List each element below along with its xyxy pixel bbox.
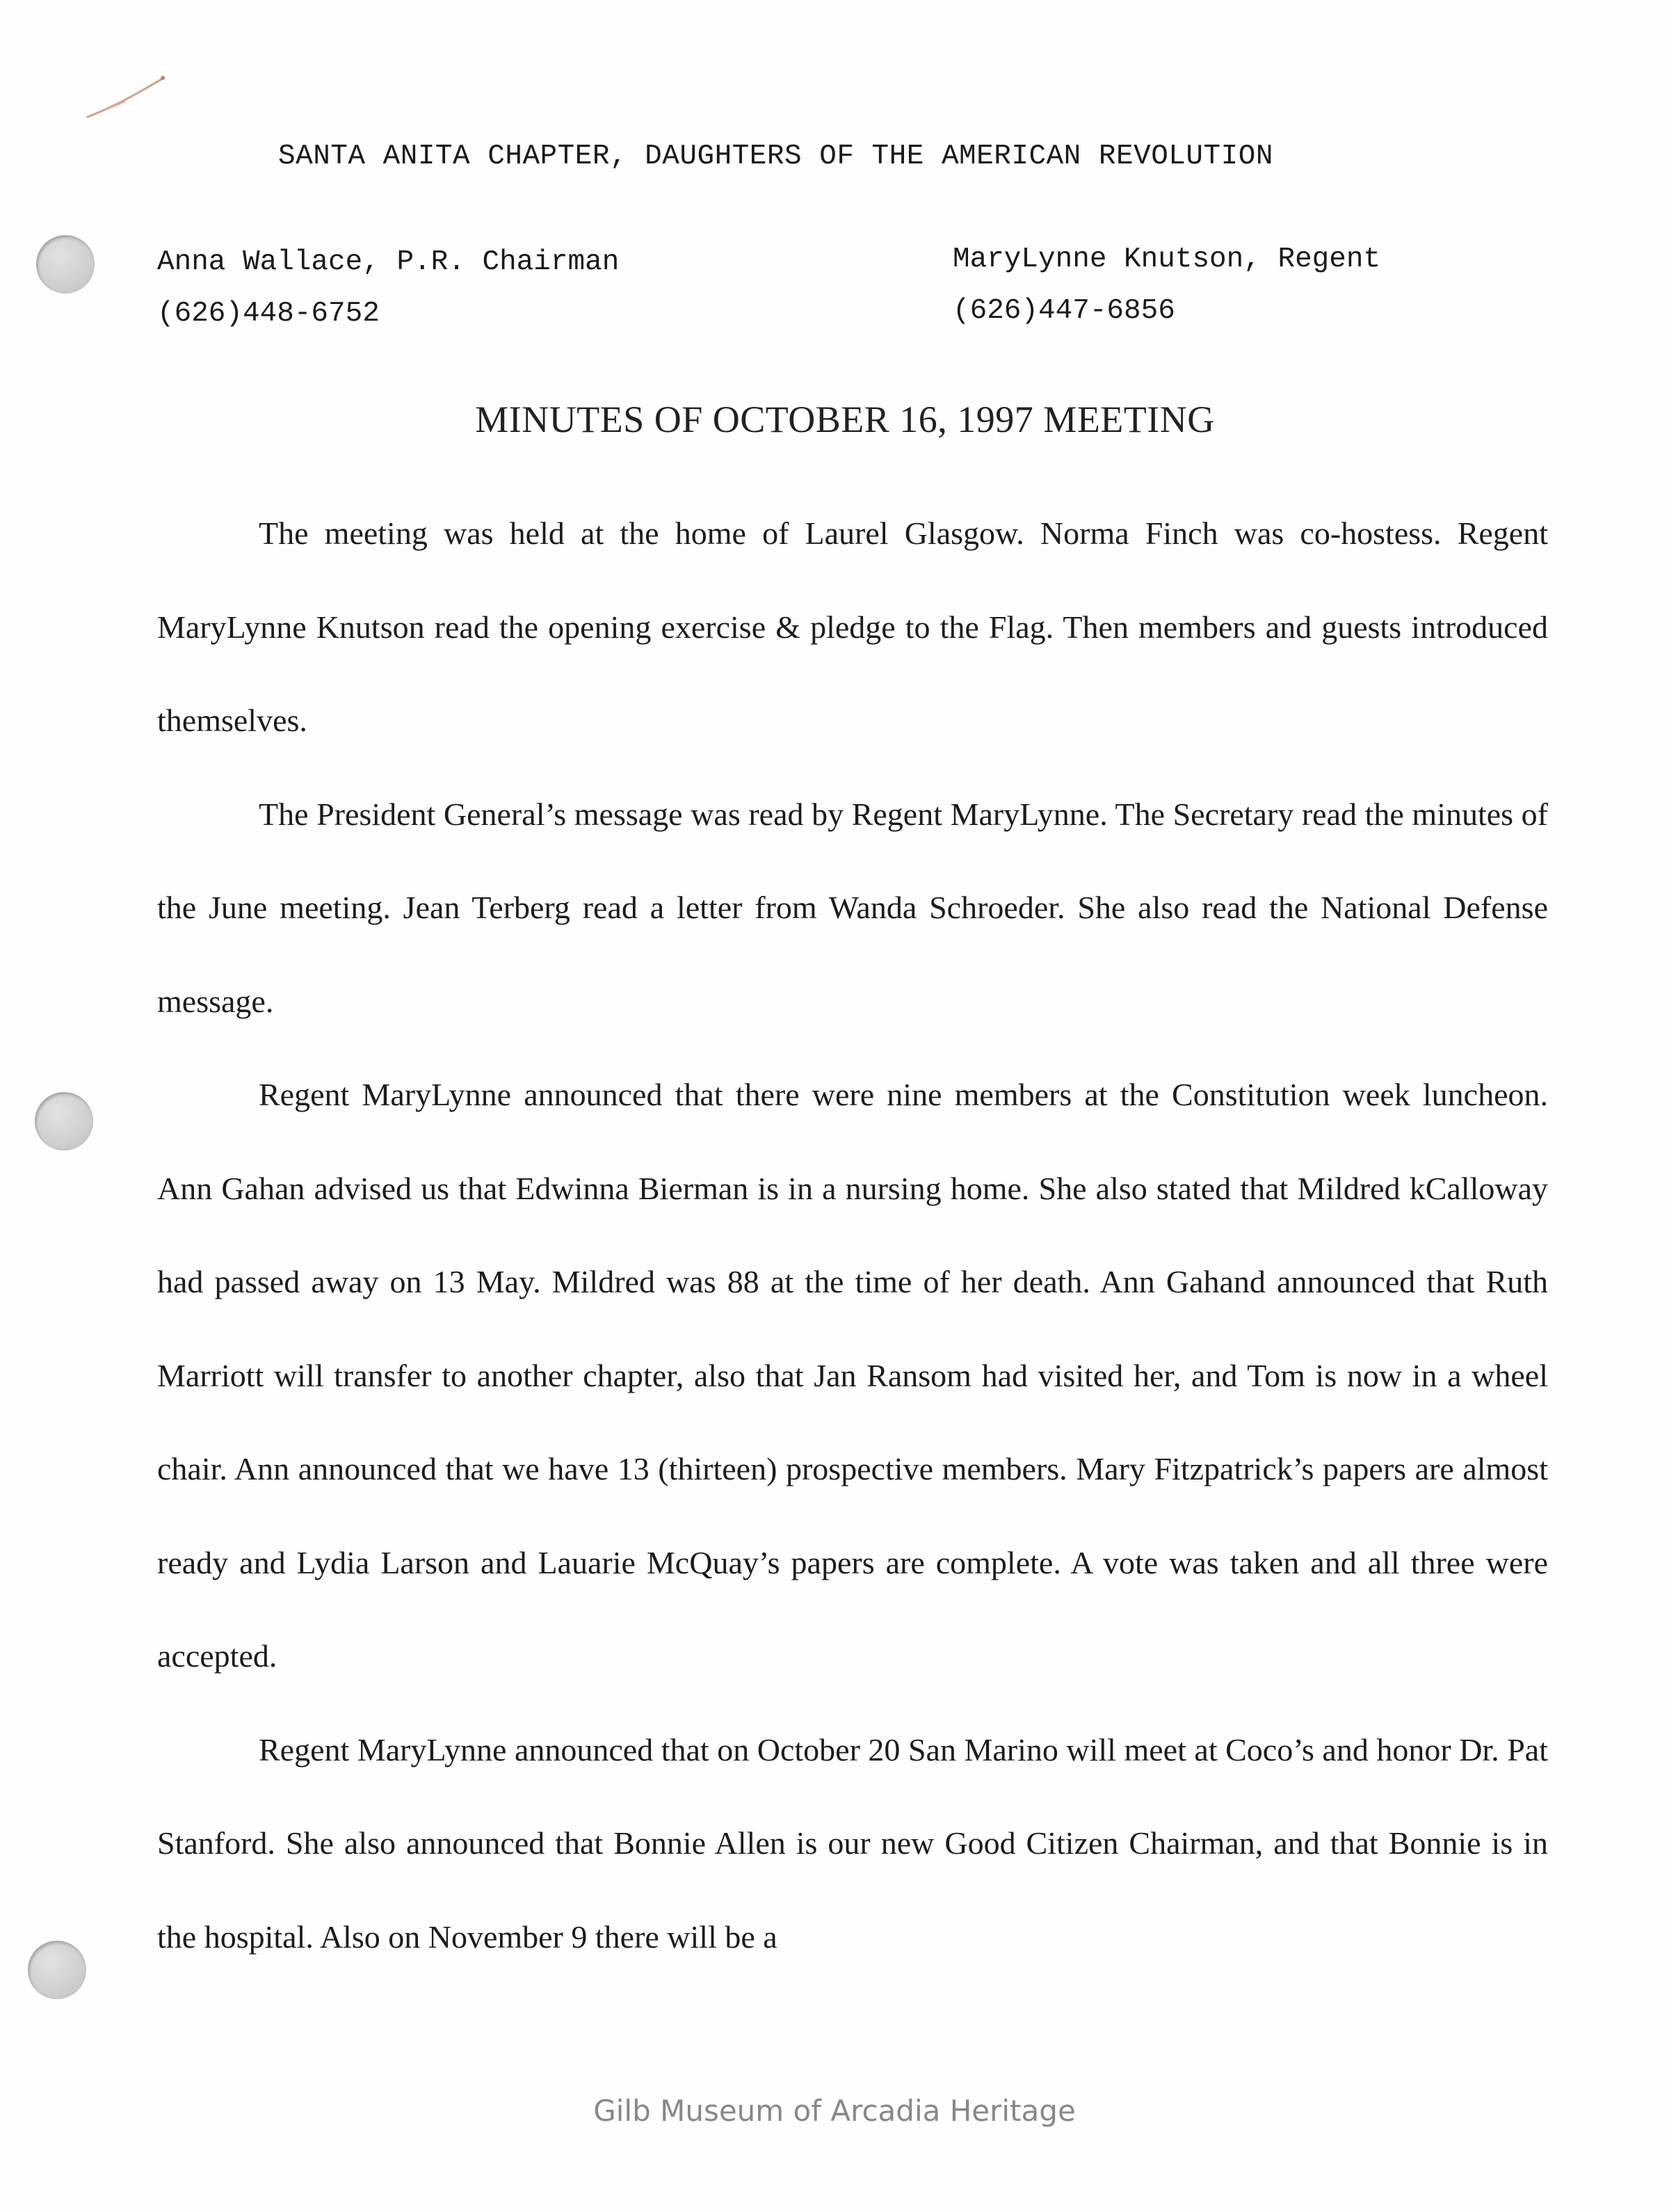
stray-pen-mark xyxy=(85,70,175,125)
contact-right xyxy=(953,234,1380,337)
paragraph-2: The President General’s message was read by Regent MaryLynne. The Secretary read the minutes of the June meeting. Jean Terberg read a letter from Wanda Schroeder. She also read the National Defense message. xyxy=(157,796,1548,1019)
organization-heading: SANTA ANITA CHAPTER, DAUGHTERS OF THE AMERICAN REVOLUTION xyxy=(278,141,1273,173)
contact-right-phone: (626)447-6856 xyxy=(953,295,1175,327)
contact-right-name: MaryLynne Knutson, Regent xyxy=(953,243,1381,275)
contact-left xyxy=(157,237,619,339)
paragraph-3: Regent MaryLynne announced that there were nine members at the Constitution week luncheon. Ann Gahan advised us that Edwinna Bierman is in a nursing home. She also stated that Mildred kCalloway had passed away on 13 May. Mildred was 88 at the time of her death. Ann Gahand announced that Ruth Marriott will transfer to another chapter, also that Jan Ransom had visited her, and Tom is now in a wheel chair. Ann announced that we have 13 (thirteen) prospective members. Mary Fitzpatrick’s papers are almost ready and Lydia Larson and Lauarie McQuay’s papers are complete. A vote was taken and all three were accepted. xyxy=(157,1077,1548,1674)
contact-left-name: Anna Wallace, P.R. Chairman xyxy=(157,246,620,278)
museum-watermark: Gilb Museum of Arcadia Heritage xyxy=(593,2094,1076,2128)
binder-hole-middle xyxy=(35,1092,93,1151)
minutes-body xyxy=(157,487,1548,1984)
paragraph-1: The meeting was held at the home of Laurel Glasgow. Norma Finch was co-hostess. Regent MaryLynne Knutson read the opening exercise & pledge to the Flag. Then members and guests introduced themselves. xyxy=(157,515,1548,738)
paragraph-4: Regent MaryLynne announced that on October 20 San Marino will meet at Coco’s and honor Dr. Pat Stanford. She also announced that Bonnie Allen is our new Good Citizen Chairman, and that Bonnie is in the hospital. Also on November 9 there will be a xyxy=(157,1731,1548,1955)
minutes-title: MINUTES OF OCTOBER 16, 1997 MEETING xyxy=(475,399,1215,440)
contact-left-phone: (626)448-6752 xyxy=(157,298,380,330)
binder-hole-bottom xyxy=(28,1941,86,1999)
binder-hole-top xyxy=(36,235,95,294)
